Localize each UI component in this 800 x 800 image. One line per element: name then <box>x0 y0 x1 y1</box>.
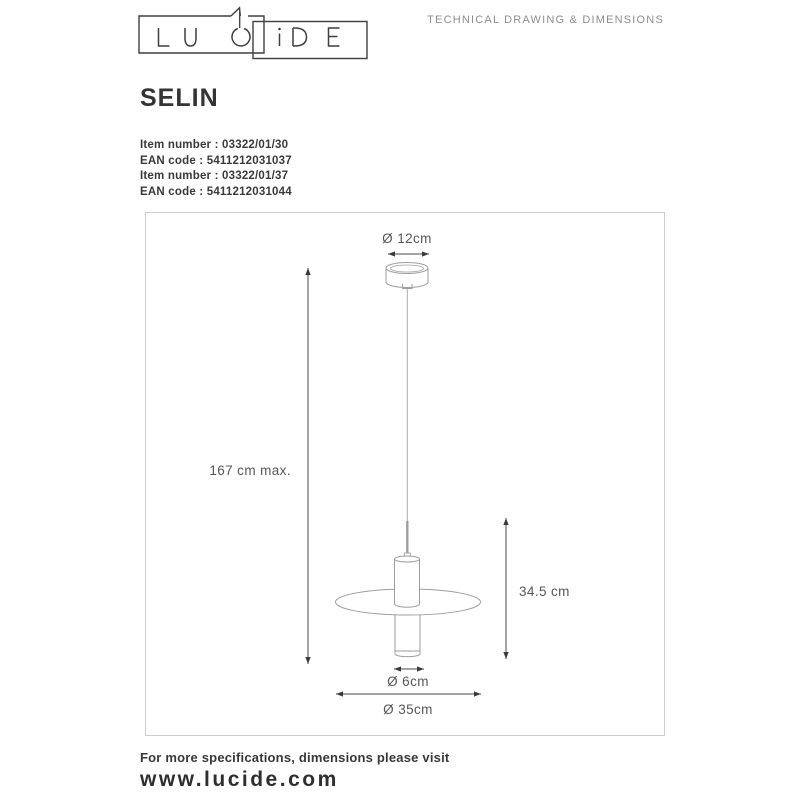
detail-item-number-1: Item number : 03322/01/30 <box>140 139 289 151</box>
product-name: SELIN <box>140 84 219 112</box>
logo-letter-d <box>293 28 307 46</box>
lucide-logo <box>138 6 370 64</box>
logo-letter-i-dot <box>278 28 281 31</box>
footer-note: For more specifications, dimensions please visit <box>140 750 450 765</box>
product-details <box>140 138 292 200</box>
pendant-lamp-illustration <box>336 263 481 657</box>
footer <box>140 750 449 792</box>
logo-letter-e <box>329 28 340 46</box>
logo-letter-u <box>185 28 196 46</box>
logo-letter-l <box>159 28 170 46</box>
logo-letters <box>159 28 340 46</box>
stem-rod <box>404 521 410 559</box>
detail-ean-code-2: EAN code : 5411212031044 <box>140 185 292 198</box>
drawing-frame <box>145 212 665 736</box>
logo-pendant-hook-icon <box>231 8 240 16</box>
dim-label-max-height: 167 cm max. <box>209 463 291 478</box>
dim-label-tube-diameter: Ø 6cm <box>387 674 429 689</box>
logo-letter-c-pendant <box>232 29 250 46</box>
tube-upper <box>395 556 420 607</box>
website-link[interactable]: www.lucide.com <box>140 768 339 791</box>
lucide-logo-graphic <box>138 6 370 64</box>
ceiling-canopy <box>386 263 428 289</box>
doc-type-label: TECHNICAL DRAWING & DIMENSIONS <box>427 14 664 26</box>
logo-text <box>370 6 371 7</box>
dim-label-canopy-diameter: Ø 12cm <box>382 231 432 246</box>
tube-lower <box>395 615 420 657</box>
dim-label-shade-diameter: Ø 35cm <box>383 702 433 717</box>
dim-label-fixture-height: 34.5 cm <box>519 584 570 599</box>
logo-frame-right <box>253 22 367 59</box>
detail-item-number-2: Item number : 03322/01/37 <box>140 170 289 182</box>
detail-ean-code-1: EAN code : 5411212031037 <box>140 154 292 167</box>
